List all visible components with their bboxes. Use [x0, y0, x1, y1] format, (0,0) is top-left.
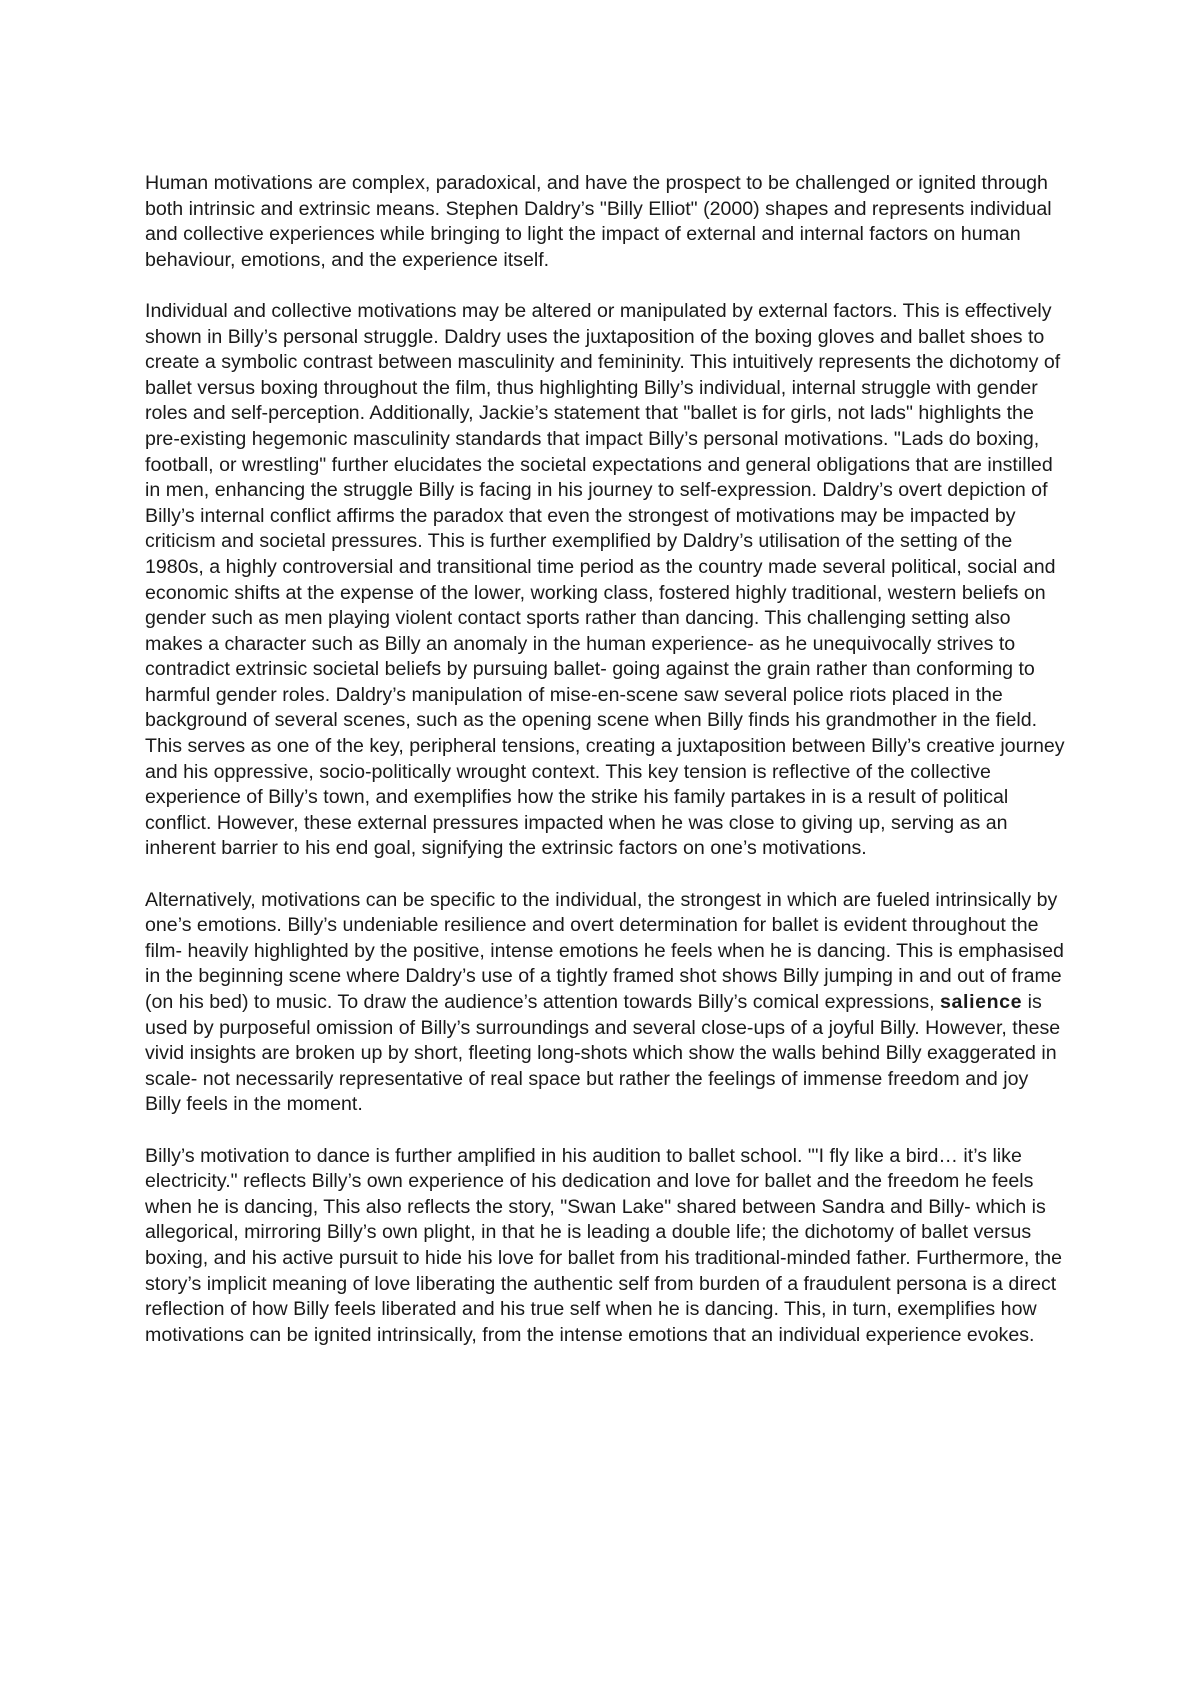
paragraph-text-after: is used by purposeful omission of Billy’s surroundings and several close-ups of a joyful Billy. However, these vivid insights are broken up by short, fleeting long-shots which show the walls behind Billy exaggerated in scale- not necessarily representative of real space but rather the feelings of immense freedom and joy Billy feels in the moment. — [145, 991, 1061, 1116]
paragraph-audition: Billy’s motivation to dance is further amplified in his audition to ballet school. "'I fly like a bird… it’s like electricity." reflects Billy’s own experience of his dedication and love for ballet and the freedom he feels when he is dancing, This also reflects the story, "Swan Lake" shared between Sandra and Billy- which is allegorical, mirroring Billy’s own plight, in that he is leading a double life; the dichotomy of ballet versus boxing, and his active pursuit to hide his love for ballet from his traditional-minded father. Furthermore, the story’s implicit meaning of love liberating the authentic self from burden of a fraudulent persona is a direct reflection of how Billy feels liberated and his true self when he is dancing. This, in turn, exemplifies how motivations can be ignited intrinsically, from the intense emotions that an individual experience evokes. — [145, 1144, 1063, 1346]
paragraph-text-before: Alternatively, motivations can be specific to the individual, the strongest in which are fueled intrinsically by one’s emotions. Billy’s undeniable resilience and overt determination for ballet is evident throughout the film- heavily highlighted by the positive, intense emotions he feels when he is dancing. This is emphasised in the beginning scene where Daldry’s use of a tightly framed shot shows Billy jumping in and out of frame (on his bed) to music. To draw the audience’s attention towards Billy’s comical expressions, — [145, 888, 1064, 1013]
paragraph-introduction: Human motivations are complex, paradoxical, and have the prospect to be challenged or ignited through both intrinsic and extrinsic means. Stephen Daldry’s "Billy Elliot" (2000) shapes and represents individual and collective experiences while bringing to light the impact of external and internal factors on human behaviour, emotions, and the experience itself. — [145, 172, 1052, 271]
paragraph-intrinsic-emotions — [145, 888, 1065, 1118]
bold-term-salience: salience — [940, 991, 1023, 1013]
paragraph-external-factors: Individual and collective motivations may be altered or manipulated by external factors. This is effectively shown in Billy’s personal struggle. Daldry uses the juxtaposition of the boxing gloves and ballet shoes to create a symbolic contrast between masculinity and femininity. This intuitively represents the dichotomy of ballet versus boxing throughout the film, thus highlighting Billy’s individual, internal struggle with gender roles and self-perception. Additionally, Jackie’s statement that "ballet is for girls, not lads" highlights the pre-existing hegemonic masculinity standards that impact Billy’s personal motivations. "Lads do boxing, football, or wrestling" further elucidates the societal expectations and general obligations that are instilled in men, enhancing the struggle Billy is facing in his journey to self-expression. Daldry’s overt depiction of Billy’s internal conflict affirms the paradox that even the strongest of motivations may be impacted by criticism and societal pressures. This is further exemplified by Daldry’s utilisation of the setting of the 1980s, a highly controversial and transitional time period as the country made several political, social and economic shifts at the expense of the lower, working class, fostered highly traditional, western beliefs on gender such as men playing violent contact sports rather than dancing. This challenging setting also makes a character such as Billy an anomaly in the human experience- as he unequivocally strives to contradict extrinsic societal beliefs by pursuing ballet- going against the grain rather than conforming to harmful gender roles. Daldry’s manipulation of mise-en-scene saw several police riots placed in the background of several scenes, such as the opening scene when Billy finds his grandmother in the field. This serves as one of the key, peripheral tensions, creating a juxtaposition between Billy’s creative journey and his oppressive, socio-politically wrought context. This key tension is reflective of the collective experience of Billy’s town, and exemplifies how the strike his family partakes in is a result of political conflict. However, these external pressures impacted when he was close to giving up, serving as an inherent barrier to his end goal, signifying the extrinsic factors on one’s motivations. — [145, 299, 1065, 860]
essay-body — [145, 171, 1065, 1374]
